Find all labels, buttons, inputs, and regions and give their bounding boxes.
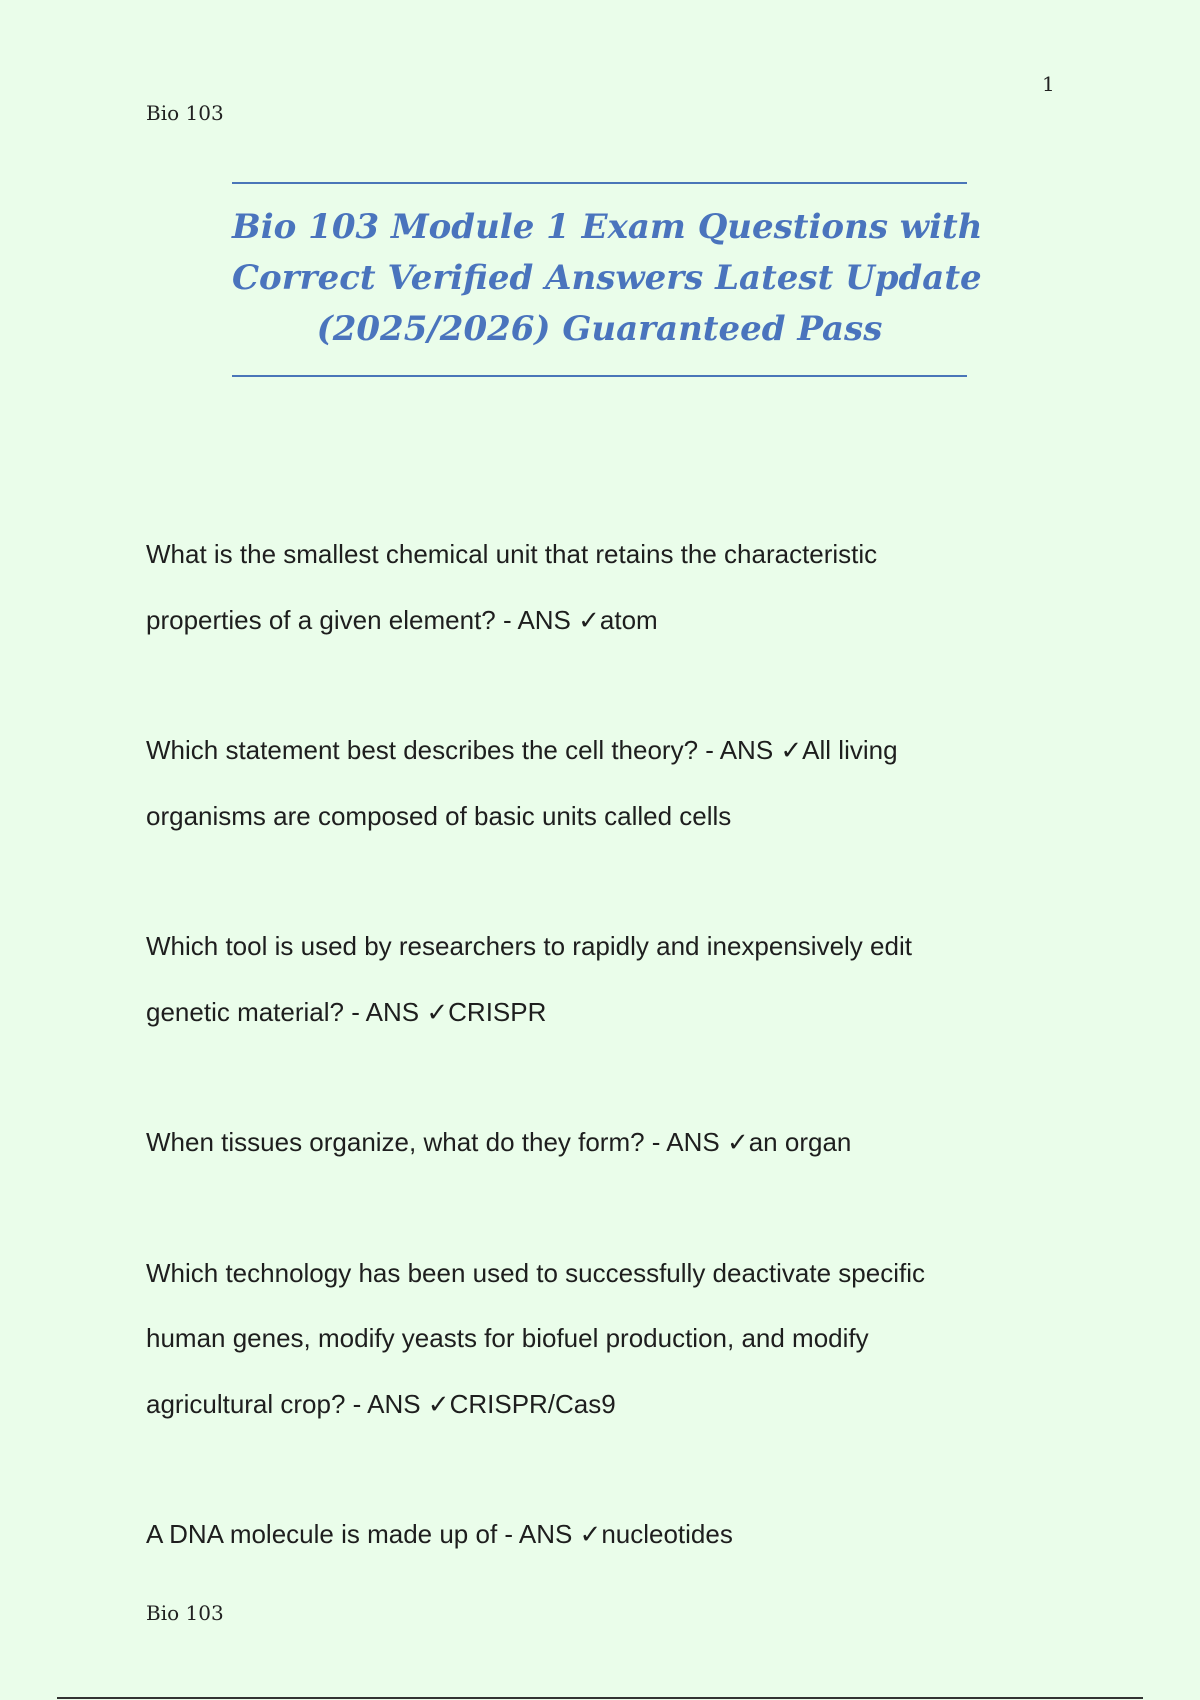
- question-answer-list: [146, 522, 1046, 1633]
- qa-line: properties of a given element? - ANS ✓atom: [146, 604, 658, 635]
- running-header: Bio 103: [146, 101, 224, 125]
- qa-item-4: [146, 1110, 1046, 1176]
- qa-line: Which technology has been used to successfully deactivate specific: [146, 1257, 925, 1288]
- running-footer: Bio 103: [146, 1601, 224, 1625]
- title-line-3: (2025/2026) Guaranteed Pass: [316, 309, 883, 349]
- qa-item-6: [146, 1502, 1046, 1568]
- qa-line: A DNA molecule is made up of - ANS ✓nucleotides: [146, 1519, 733, 1549]
- footer-divider: [57, 1697, 1143, 1699]
- qa-line: Which tool is used by researchers to rapidly and inexpensively edit: [146, 931, 912, 961]
- page-number: 1: [1042, 72, 1055, 96]
- qa-item-2: [146, 718, 1046, 849]
- qa-line: genetic material? - ANS ✓CRISPR: [146, 996, 547, 1027]
- title-line-1: Bio 103 Module 1 Exam Questions with: [232, 207, 983, 247]
- qa-item-3: [146, 914, 1046, 1045]
- qa-line: Which statement best describes the cell theory? - ANS ✓All living: [146, 735, 898, 765]
- qa-line: agricultural crop? - ANS ✓CRISPR/Cas9: [146, 1388, 616, 1419]
- qa-line: organisms are composed of basic units called cells: [146, 800, 732, 831]
- qa-line: When tissues organize, what do they form? - ANS ✓an organ: [146, 1127, 852, 1157]
- qa-item-1: [146, 522, 1046, 653]
- qa-item-5: [146, 1241, 1046, 1438]
- document-title: [232, 182, 983, 377]
- qa-line: What is the smallest chemical unit that retains the characteristic: [146, 539, 878, 569]
- qa-line: human genes, modify yeasts for biofuel production, and modify: [146, 1323, 869, 1353]
- title-line-2: Correct Verified Answers Latest Update: [232, 258, 982, 298]
